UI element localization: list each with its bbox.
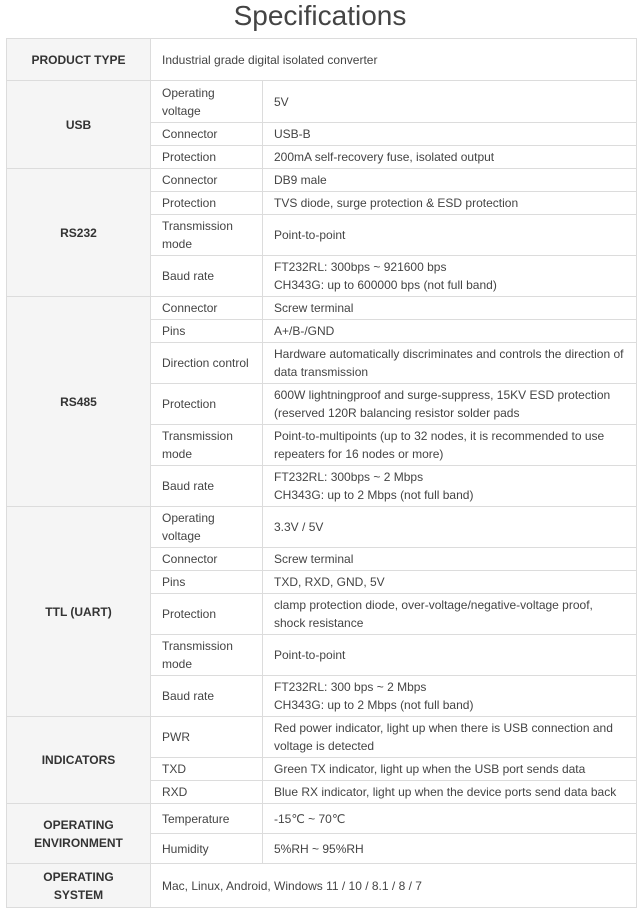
table-row: [7, 804, 637, 834]
spec-label: Transmission mode: [151, 635, 263, 676]
table-row: [7, 39, 637, 81]
category-usb: USB: [7, 81, 151, 169]
category-ttl: TTL (UART): [7, 507, 151, 717]
spec-value: Hardware automatically discriminates and controls the direction of data transmission: [263, 343, 637, 384]
spec-label: Protection: [151, 192, 263, 215]
spec-label: RXD: [151, 781, 263, 804]
spec-value: 3.3V / 5V: [263, 507, 637, 548]
spec-value: Point-to-point: [263, 635, 637, 676]
spec-label: Connector: [151, 123, 263, 146]
spec-value: Screw terminal: [263, 548, 637, 571]
spec-value: 600W lightningproof and surge-suppress, 15KV ESD protection (reserved 120R balancing resistor solder pads: [263, 384, 637, 425]
page-title: Specifications: [233, 0, 407, 31]
spec-label: Operating voltage: [151, 81, 263, 123]
table-row: [7, 717, 637, 758]
spec-label: Humidity: [151, 834, 263, 864]
table-row: [7, 81, 637, 123]
spec-value: clamp protection diode, over-voltage/negative-voltage proof, shock resistance: [263, 594, 637, 635]
category-rs232: RS232: [7, 169, 151, 297]
spec-label: Protection: [151, 384, 263, 425]
product-type-value: Industrial grade digital isolated converter: [151, 39, 637, 81]
spec-label: Connector: [151, 548, 263, 571]
spec-value: TXD, RXD, GND, 5V: [263, 571, 637, 594]
spec-value: A+/B-/GND: [263, 320, 637, 343]
spec-value: DB9 male: [263, 169, 637, 192]
spec-label: Protection: [151, 594, 263, 635]
category-rs485: RS485: [7, 297, 151, 507]
spec-label: Pins: [151, 571, 263, 594]
spec-value: [263, 676, 637, 717]
category-indicators: INDICATORS: [7, 717, 151, 804]
spec-label: Operating voltage: [151, 507, 263, 548]
baud-rate-line: CH343G: up to 2 Mbps (not full band): [274, 698, 474, 712]
spec-value: Blue RX indicator, light up when the device ports send data back: [263, 781, 637, 804]
spec-value: USB-B: [263, 123, 637, 146]
spec-label: Baud rate: [151, 256, 263, 297]
spec-value: -15℃ ~ 70℃: [263, 804, 637, 834]
spec-table: [6, 38, 637, 908]
category-operating-system: OPERATING SYSTEM: [7, 864, 151, 908]
spec-value: Red power indicator, light up when there is USB connection and voltage is detected: [263, 717, 637, 758]
spec-label: Baud rate: [151, 676, 263, 717]
spec-label: Direction control: [151, 343, 263, 384]
spec-value: 5V: [263, 81, 637, 123]
baud-rate-line: FT232RL: 300bps ~ 2 Mbps: [274, 470, 424, 484]
spec-value: Point-to-multipoints (up to 32 nodes, it is recommended to use repeaters for 16 nodes or more): [263, 425, 637, 466]
spec-label: Connector: [151, 169, 263, 192]
spec-value: 5%RH ~ 95%RH: [263, 834, 637, 864]
spec-label: Temperature: [151, 804, 263, 834]
spec-value: Point-to-point: [263, 215, 637, 256]
table-row: [7, 169, 637, 192]
baud-rate-line: FT232RL: 300bps ~ 921600 bps: [274, 260, 447, 274]
spec-label: Baud rate: [151, 466, 263, 507]
category-operating-environment: OPERATING ENVIRONMENT: [7, 804, 151, 864]
spec-label: Pins: [151, 320, 263, 343]
spec-value: Screw terminal: [263, 297, 637, 320]
category-product-type: PRODUCT TYPE: [7, 39, 151, 81]
table-row: [7, 297, 637, 320]
spec-label: Transmission mode: [151, 425, 263, 466]
table-row: [7, 507, 637, 548]
spec-value: 200mA self-recovery fuse, isolated output: [263, 146, 637, 169]
spec-label: PWR: [151, 717, 263, 758]
spec-label: TXD: [151, 758, 263, 781]
spec-value: TVS diode, surge protection & ESD protection: [263, 192, 637, 215]
baud-rate-line: CH343G: up to 2 Mbps (not full band): [274, 488, 474, 502]
spec-label: Transmission mode: [151, 215, 263, 256]
table-row: [7, 864, 637, 908]
operating-system-value: Mac, Linux, Android, Windows 11 / 10 / 8.1 / 8 / 7: [151, 864, 637, 908]
baud-rate-line: CH343G: up to 600000 bps (not full band): [274, 278, 497, 292]
spec-value: [263, 256, 637, 297]
spec-label: Connector: [151, 297, 263, 320]
spec-value: Green TX indicator, light up when the USB port sends data: [263, 758, 637, 781]
spec-value: [263, 466, 637, 507]
spec-label: Protection: [151, 146, 263, 169]
baud-rate-line: FT232RL: 300 bps ~ 2 Mbps: [274, 680, 427, 694]
